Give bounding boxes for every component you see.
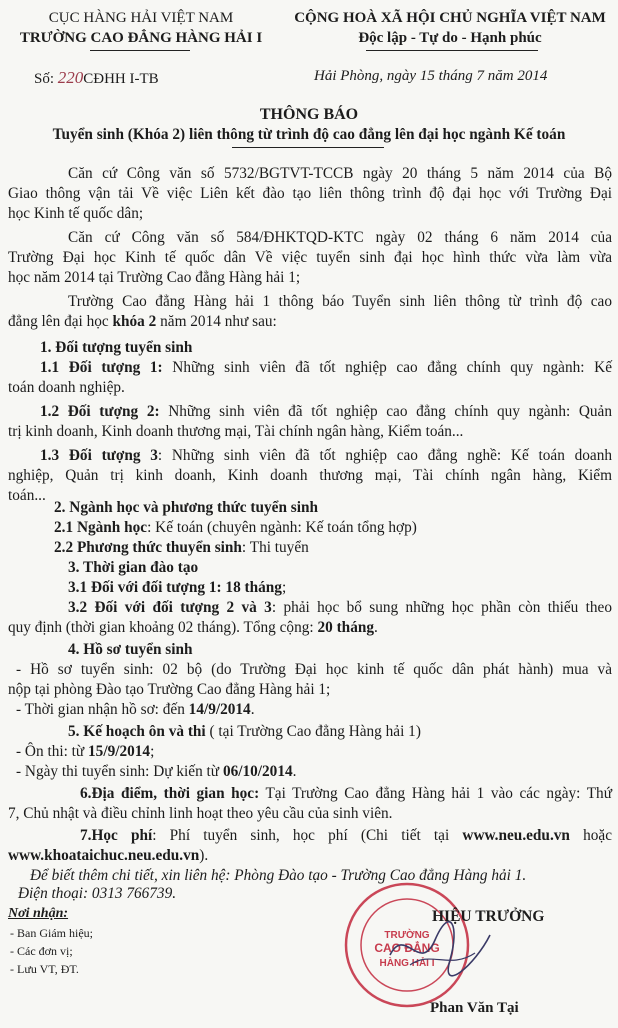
preamble-line: Trường Đại học Kinh tế quốc dân Về việc tuyển sinh đại học hình thức vừa làm vừa [8, 249, 612, 266]
section-2-heading: 2. Ngành học và phương thức tuyển sinh [54, 499, 318, 516]
target-3-end: toán... [8, 487, 46, 504]
number-prefix: Số: [34, 71, 55, 87]
preamble-line [8, 312, 277, 331]
study-location [80, 784, 612, 803]
preamble-line: Giao thông vận tải Về việc Liên kết đào tạo liên thông trình độ đại học với Trường Đại [8, 185, 612, 202]
seal-line: CAO ĐẲNG [374, 941, 440, 955]
preamble-line: học năm 2014 tại Trường Cao đẳng Hàng hải 1; [8, 269, 301, 286]
duration-2-end: . [374, 619, 378, 636]
major-label: 2.1 Ngành học [54, 519, 148, 536]
target-2-cont: trị kinh doanh, Kinh doanh thương mại, Tài chính ngân hàng, Kiểm toán... [8, 423, 464, 440]
target-1 [40, 358, 612, 377]
exam-text: - Ngày thi tuyển sinh: Dự kiến từ [16, 763, 220, 780]
review-text: - Ôn thi: từ [16, 743, 85, 760]
section-5-title: 5. Kế hoạch ôn và thi [68, 723, 206, 740]
study-location-cont: 7, Chủ nhật và điều chỉnh linh hoạt theo yêu cầu của sinh viên. [8, 805, 393, 822]
link-khoataichuc[interactable]: www.khoataichuc.neu.edu.vn [8, 847, 200, 864]
tuition-end: ). [199, 847, 209, 864]
section-5-note: ( tại Trường Cao đẳng Hàng hải 1) [209, 723, 421, 740]
target-1-text: Những sinh viên đã tốt nghiệp cao đẳng chính quy ngành: Kế [172, 359, 612, 376]
agency-name: CỤC HÀNG HẢI VIỆT NAM [48, 10, 234, 26]
document-title: THÔNG BÁO [259, 106, 359, 123]
exam-end: . [292, 763, 297, 780]
dossier-deadline [16, 700, 255, 719]
duration-2-text: : phải học bổ sung những học phần còn thiếu theo [271, 599, 612, 616]
country-name: CỘNG HOÀ XÃ HỘI CHỦ NGHĨA VIỆT NAM [294, 10, 606, 26]
review-start: 15/9/2014 [88, 743, 151, 760]
motto-underline [366, 50, 538, 51]
subtitle-underline [232, 147, 384, 148]
tuition [80, 826, 612, 845]
duration-total: 20 tháng [317, 619, 374, 636]
section-4-heading: 4. Hồ sơ tuyển sinh [68, 641, 193, 658]
major-text: : Kế toán (chuyên ngành: Kế toán tổng hợp) [147, 519, 417, 536]
exam-start: 06/10/2014 [222, 763, 293, 780]
method [54, 538, 309, 557]
document-subtitle: Tuyển sinh (Khóa 2) liên thông từ trình độ cao đẳng lên đại học ngành Kế toán [52, 126, 566, 143]
preamble-line: Trường Cao đẳng Hàng hải 1 thông báo Tuyển sinh liên thông từ trình độ cao [68, 293, 612, 310]
duration-2-cont [8, 618, 378, 637]
review-end: ; [150, 743, 155, 760]
duration-2-text: quy định (thời gian khoảng 02 tháng). Tổng cộng: [8, 619, 314, 636]
school-name: TRƯỜNG CAO ĐẲNG HÀNG HẢI I [19, 30, 263, 46]
cohort-label: khóa 2 [112, 313, 157, 330]
tuition-text: : Phí tuyển sinh, học phí (Chi tiết tại [152, 827, 450, 844]
recipients-title: Nơi nhận: [8, 906, 69, 921]
contact-phone: Điện thoại: 0313 766739. [18, 885, 177, 902]
target-1-label: 1.1 Đối tượng 1: [40, 359, 163, 376]
duration-1-text: 3.1 Đối với đối tượng 1: 18 tháng [68, 579, 282, 596]
school-underline [90, 50, 190, 51]
preamble-line: học Kinh tế quốc dân; [8, 205, 144, 222]
deadline-text: - Thời gian nhận hồ sơ: đến [16, 701, 185, 718]
seal-line: HÀNG HẢI I [379, 958, 435, 969]
study-location-label: 6.Địa điểm, thời gian học: [80, 785, 260, 802]
target-3-text: : Những sinh viên đã tốt nghiệp cao đẳng nghề: Kế toán doanh [157, 447, 612, 464]
deadline-date: 14/9/2014 [188, 701, 251, 718]
duration-1 [68, 578, 286, 597]
target-3-cont: nghiệp, Quản trị kinh doanh, Kinh doanh thương mại, Tài chính ngân hàng, Kiểm [8, 467, 612, 484]
target-2-label: 1.2 Đối tượng 2: [40, 403, 160, 420]
recipient-item: - Lưu VT, ĐT. [10, 962, 79, 976]
method-text: : Thi tuyển [241, 539, 309, 556]
section-5-heading [68, 722, 421, 741]
preamble-line: Căn cứ Công văn số 584/ĐHKTQD-KTC ngày 02 tháng 6 năm 2014 của [68, 229, 612, 246]
seal-line: TRƯỜNG [384, 930, 430, 941]
major [54, 518, 417, 537]
deadline-end: . [250, 701, 255, 718]
tuition-or: hoặc [583, 827, 612, 844]
dossier-line: - Hồ sơ tuyển sinh: 02 bộ (do Trường Đại học kinh tế quốc dân phát hành) mua và [16, 661, 612, 678]
link-neu[interactable]: www.neu.edu.vn [462, 827, 570, 844]
signer-name: Phan Văn Tại [430, 1000, 519, 1016]
duration-1-end: ; [281, 579, 287, 596]
recipient-item: - Các đơn vị; [10, 944, 73, 958]
review-date [16, 742, 154, 761]
handwritten-number: 220 [57, 68, 84, 87]
signer-title: HIỆU TRƯỞNG [432, 908, 545, 925]
study-location-text: Tại Trường Cao đẳng Hàng hải 1 vào các ngày: Thứ [265, 785, 612, 802]
duration-2-label: 3.2 Đối với đối tượng 2 và 3 [68, 599, 272, 616]
target-2 [40, 402, 612, 421]
document-number [34, 68, 159, 88]
tuition-label: 7.Học phí [80, 827, 153, 844]
exam-date [16, 762, 296, 781]
section-1-heading: 1. Đối tượng tuyển sinh [40, 339, 193, 356]
duration-2 [68, 598, 612, 617]
contact-line: Để biết thêm chi tiết, xin liên hệ: Phòng Đào tạo - Trường Cao đẳng Hàng hải 1. [30, 867, 527, 884]
target-3-label: 1.3 Đối tượng 3 [40, 447, 158, 464]
preamble-text: năm 2014 như sau: [160, 313, 277, 330]
target-1-cont: toán doanh nghiệp. [8, 379, 125, 396]
preamble-line: Căn cứ Công văn số 5732/BGTVT-TCCB ngày 20 tháng 5 năm 2014 của Bộ [68, 165, 612, 182]
preamble-text: đẳng lên đại học [8, 313, 109, 330]
place-date: Hải Phòng, ngày 15 tháng 7 năm 2014 [314, 68, 548, 84]
dossier-line: nộp tại phòng Đào tạo Trường Cao đẳng Hàng hải 1; [8, 681, 331, 698]
recipient-item: - Ban Giám hiệu; [10, 926, 93, 940]
motto: Độc lập - Tự do - Hạnh phúc [358, 30, 542, 46]
target-2-text: Những sinh viên đã tốt nghiệp cao đẳng chính quy ngành: Quản [168, 403, 612, 420]
target-3 [40, 446, 612, 465]
tuition-cont [8, 846, 208, 865]
section-3-heading: 3. Thời gian đào tạo [68, 559, 199, 576]
method-label: 2.2 Phương thức thuyển sinh [54, 539, 242, 556]
number-suffix: CĐHH I-TB [83, 71, 159, 87]
